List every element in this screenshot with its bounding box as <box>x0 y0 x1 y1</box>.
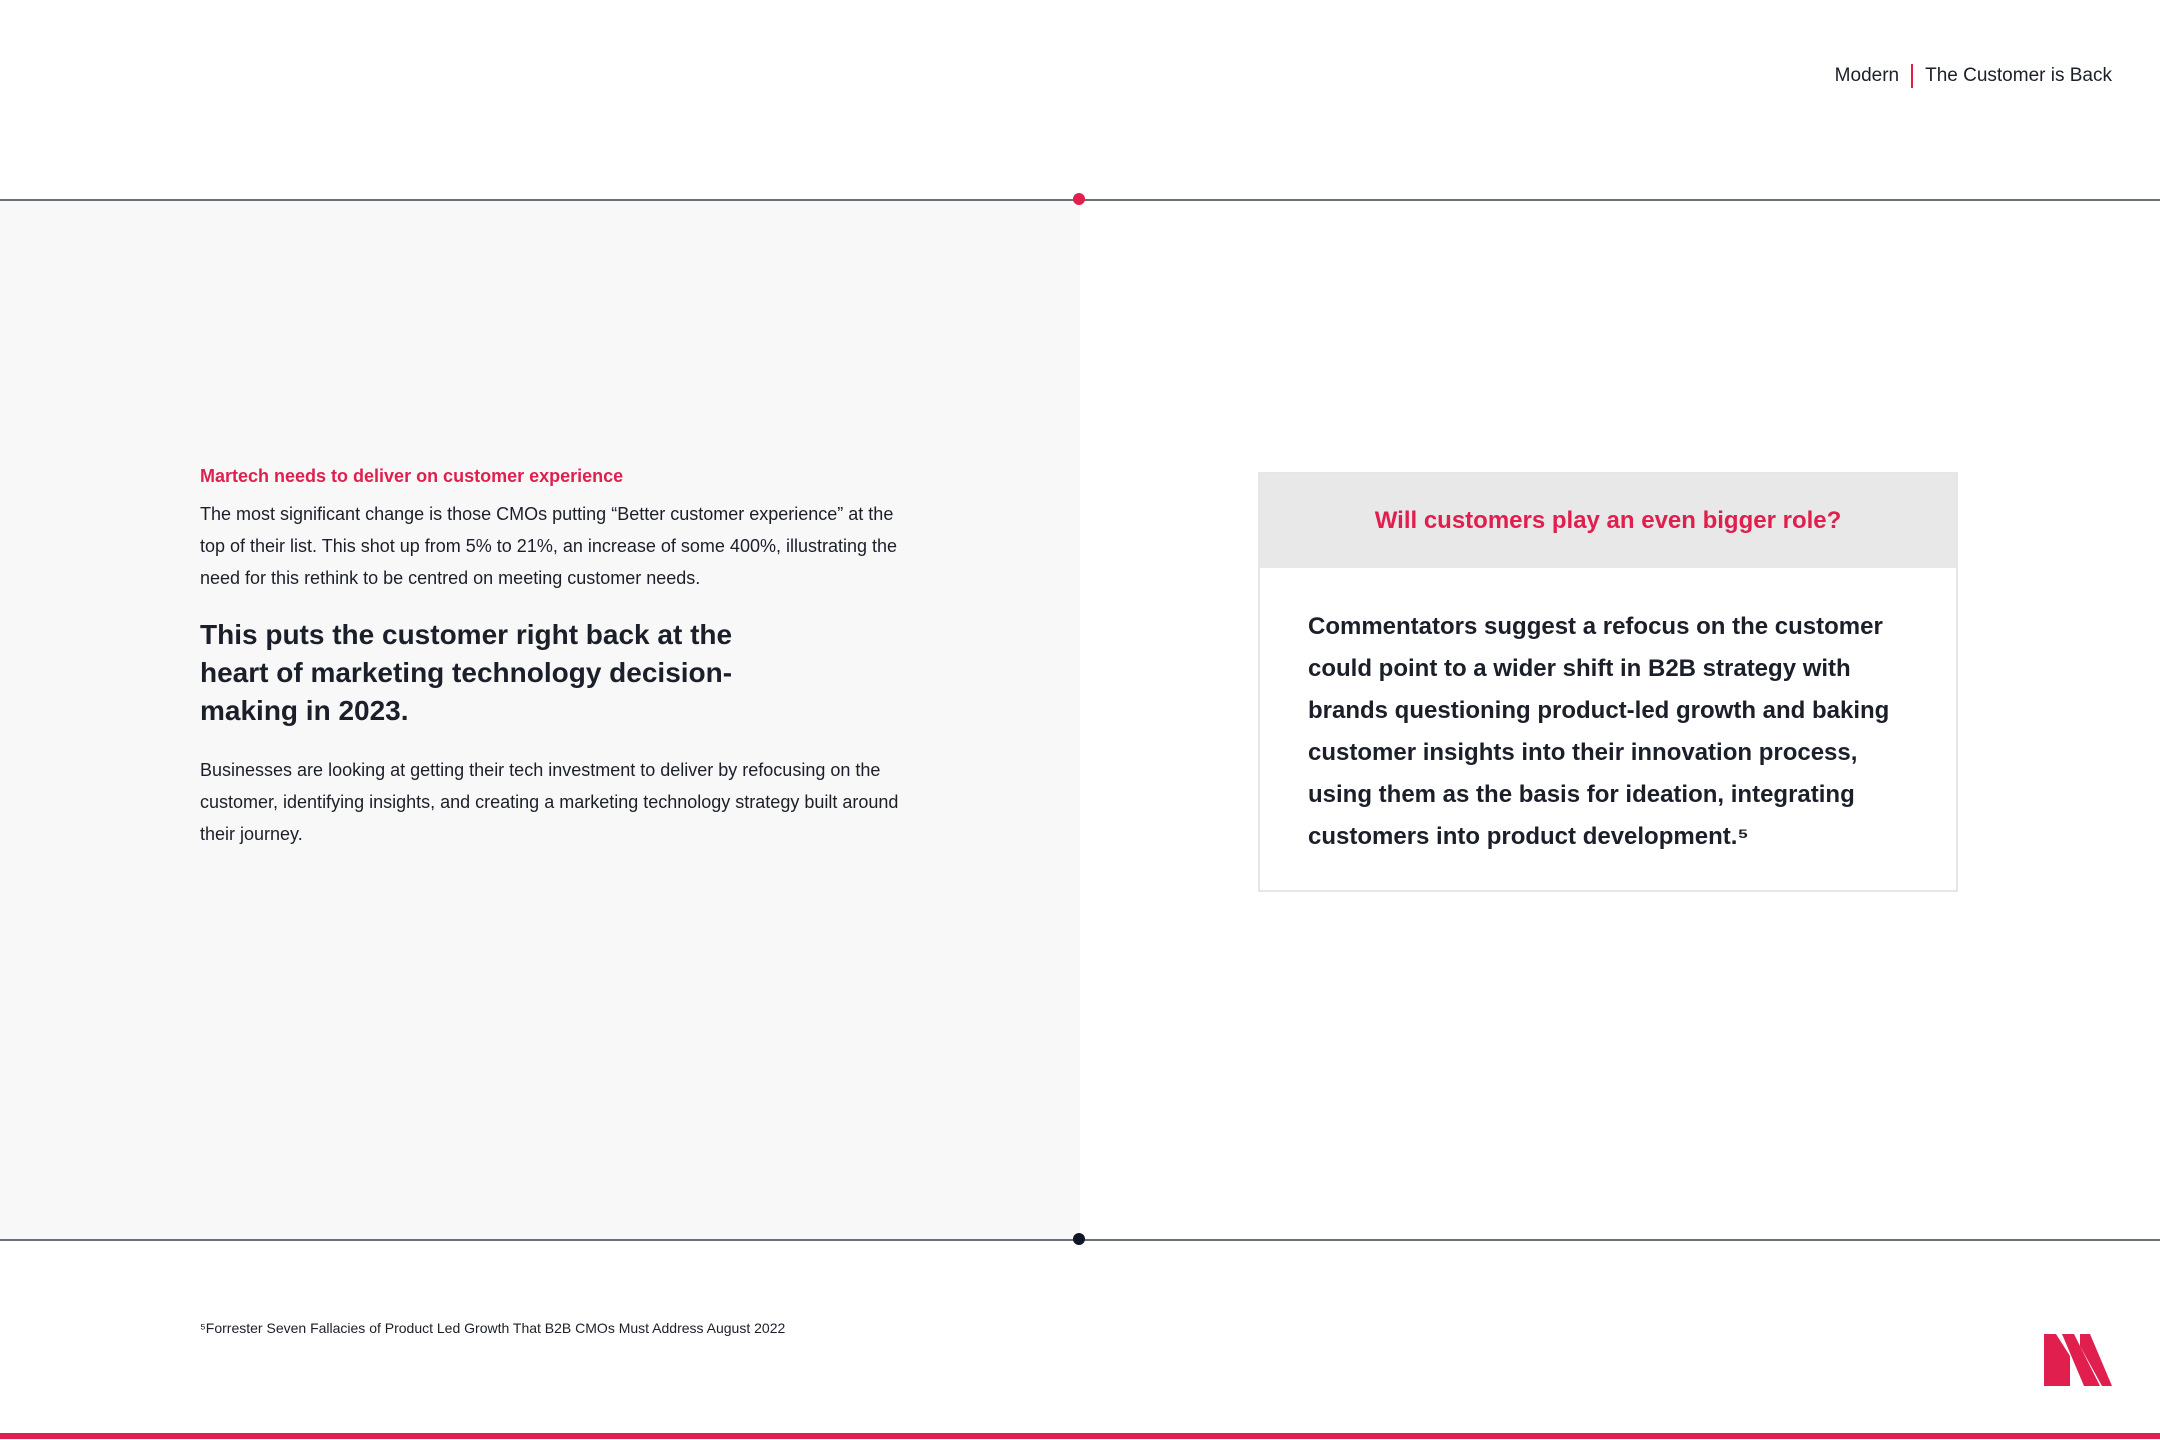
callout-box <box>1258 472 1958 892</box>
footnote: ⁵Forrester Seven Fallacies of Product Led Growth That B2B CMOs Must Address August 2022 <box>200 1320 786 1336</box>
bottom-accent-bar <box>0 1433 2160 1439</box>
callout-text: Commentators suggest a refocus on the customer could point to a wider shift in B2B strategy with brands questioning product-led growth and baking customer insights into their innovation process, using them as the basis for ideation, integrating customers into product development.⁵ <box>1308 613 1890 850</box>
top-dot-marker <box>1073 193 1085 205</box>
callout-heading: Will customers play an even bigger role? <box>1260 474 1956 568</box>
section-kicker: Martech needs to deliver on customer experience <box>200 466 624 486</box>
page-header <box>1835 64 2112 88</box>
brand-logo-icon <box>2044 1334 2112 1386</box>
pull-quote: This puts the customer right back at the heart of marketing technology decision-making in 2023. <box>200 619 733 726</box>
intro-paragraph: The most significant change is those CMOs putting “Better customer experience” at the top of their list. This shot up from 5% to 21%, an increase of some 400%, illustrating the need for this rethink to be centred on meeting customer needs. <box>200 504 898 588</box>
bottom-dot-marker <box>1073 1233 1085 1245</box>
header-divider <box>1911 64 1913 88</box>
header-title: The Customer is Back <box>1925 65 2112 86</box>
header-section: Modern <box>1834 65 1900 86</box>
body-paragraph: Businesses are looking at getting their tech investment to deliver by refocusing on the customer, identifying insights, and creating a marketing technology strategy built around their journey. <box>200 760 899 844</box>
